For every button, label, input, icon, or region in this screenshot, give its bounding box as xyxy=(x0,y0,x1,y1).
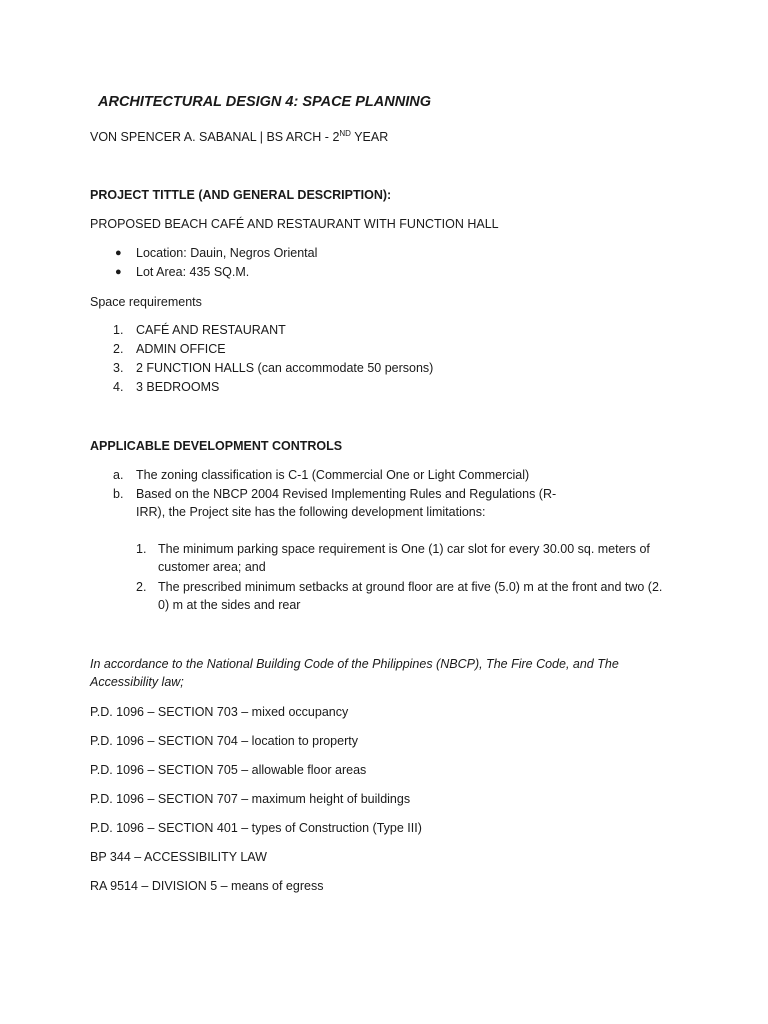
controls-heading: APPLICABLE DEVELOPMENT CONTROLS xyxy=(90,439,343,453)
limitation-marker-2: 2. xyxy=(136,580,147,594)
limitation-marker-1: 1. xyxy=(136,542,147,556)
control-text-a: The zoning classification is C-1 (Commercial One or Light Commercial) xyxy=(136,468,530,482)
reference-item: BP 344 – ACCESSIBILITY LAW xyxy=(90,850,267,864)
bullet-marker: ● xyxy=(115,247,122,259)
list-marker: 1. xyxy=(113,323,124,337)
references-intro-line2: Accessibility law; xyxy=(90,675,184,689)
author-prefix: VON SPENCER A. SABANAL | BS ARCH - 2 xyxy=(90,130,340,144)
list-marker: 4. xyxy=(113,380,124,394)
list-marker: 3. xyxy=(113,361,124,375)
limitation-text-1-line1: The minimum parking space requirement is One (1) car slot for every 30.00 sq. meters of xyxy=(158,542,650,556)
list-item-text: 2 FUNCTION HALLS (can accommodate 50 persons) xyxy=(136,361,434,375)
references-intro-line1: In accordance to the National Building Code of the Philippines (NBCP), The Fire Code, and The xyxy=(90,657,619,671)
space-requirements-label: Space requirements xyxy=(90,295,202,309)
project-heading: PROJECT TITTLE (AND GENERAL DESCRIPTION): xyxy=(90,188,392,202)
limitation-text-2-line2: 0) m at the sides and rear xyxy=(158,598,301,612)
reference-item: P.D. 1096 – SECTION 705 – allowable floor areas xyxy=(90,763,367,777)
control-text-b-line2: IRR), the Project site has the following development limitations: xyxy=(136,505,486,519)
list-item-text: CAFÉ AND RESTAURANT xyxy=(136,323,286,337)
document-title: ARCHITECTURAL DESIGN 4: SPACE PLANNING xyxy=(98,94,431,110)
list-marker: 2. xyxy=(113,342,124,356)
control-text-b-line1: Based on the NBCP 2004 Revised Implementing Rules and Regulations (R- xyxy=(136,487,557,501)
reference-item: P.D. 1096 – SECTION 703 – mixed occupancy xyxy=(90,705,349,719)
author-year-suffix: ND xyxy=(339,128,351,138)
reference-item: P.D. 1096 – SECTION 704 – location to property xyxy=(90,734,358,748)
project-lot-area: Lot Area: 435 SQ.M. xyxy=(136,265,250,279)
project-name: PROPOSED BEACH CAFÉ AND RESTAURANT WITH FUNCTION HALL xyxy=(90,217,499,231)
project-location: Location: Dauin, Negros Oriental xyxy=(136,246,318,260)
reference-item: P.D. 1096 – SECTION 707 – maximum height of buildings xyxy=(90,792,411,806)
references-list xyxy=(90,703,422,906)
references-intro xyxy=(90,655,619,691)
control-marker-b: b. xyxy=(113,487,124,501)
author-suffix: YEAR xyxy=(350,130,389,144)
list-item-text: 3 BEDROOMS xyxy=(136,380,220,394)
bullet-marker: ● xyxy=(115,266,122,278)
list-item-text: ADMIN OFFICE xyxy=(136,342,226,356)
limitation-text-2-line1: The prescribed minimum setbacks at ground floor are at five (5.0) m at the front and two (2. xyxy=(158,580,663,594)
reference-item: P.D. 1096 – SECTION 401 – types of Construction (Type III) xyxy=(90,821,422,835)
reference-item: RA 9514 – DIVISION 5 – means of egress xyxy=(90,879,324,893)
control-marker-a: a. xyxy=(113,468,124,482)
limitation-text-1-line2: customer area; and xyxy=(158,560,266,574)
author-line xyxy=(90,128,388,146)
